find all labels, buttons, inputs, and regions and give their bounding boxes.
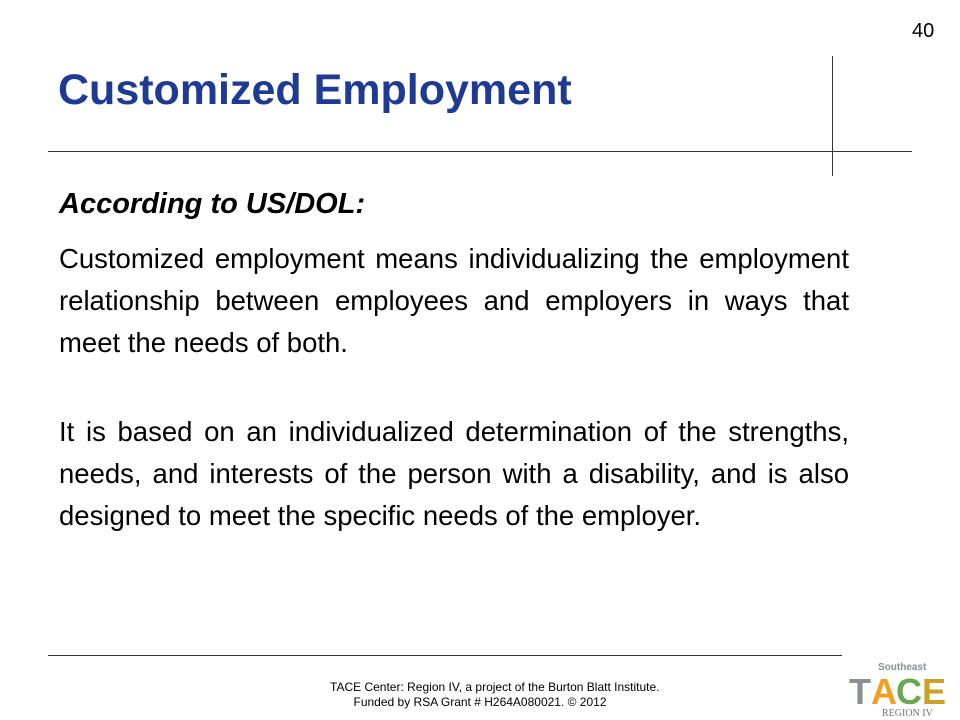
logo-letter-c: C (896, 671, 922, 712)
footer-text (330, 680, 660, 710)
tace-logo (848, 660, 952, 718)
paragraph-basis: It is based on an individualized determination of the strengths, needs, and interests of the person with a disability, and is also designed to meet the specific needs of the employer. (59, 416, 849, 531)
page-number: 40 (912, 20, 935, 42)
footer-line-2: Funded by RSA Grant # H264A080021. © 2012 (353, 695, 607, 709)
paragraph-definition: Customized employment means individualizing the employment relationship between employees and employers in ways that meet the needs of both. (59, 243, 849, 358)
logo-top-text: Southeast (878, 662, 927, 673)
footer-line-1: TACE Center: Region IV, a project of the Burton Blatt Institute. (330, 680, 660, 694)
vertical-divider (832, 56, 833, 176)
logo-letter-t: T (849, 671, 871, 712)
slide-title: Customized Employment (58, 66, 572, 114)
logo-letter-a: A (871, 671, 897, 712)
footer-divider (48, 655, 842, 656)
logo-letter-e: E (922, 671, 947, 712)
subheading: According to US/DOL: (59, 188, 366, 220)
logo-bottom-text: REGION IV (882, 708, 933, 718)
title-divider (48, 151, 912, 152)
